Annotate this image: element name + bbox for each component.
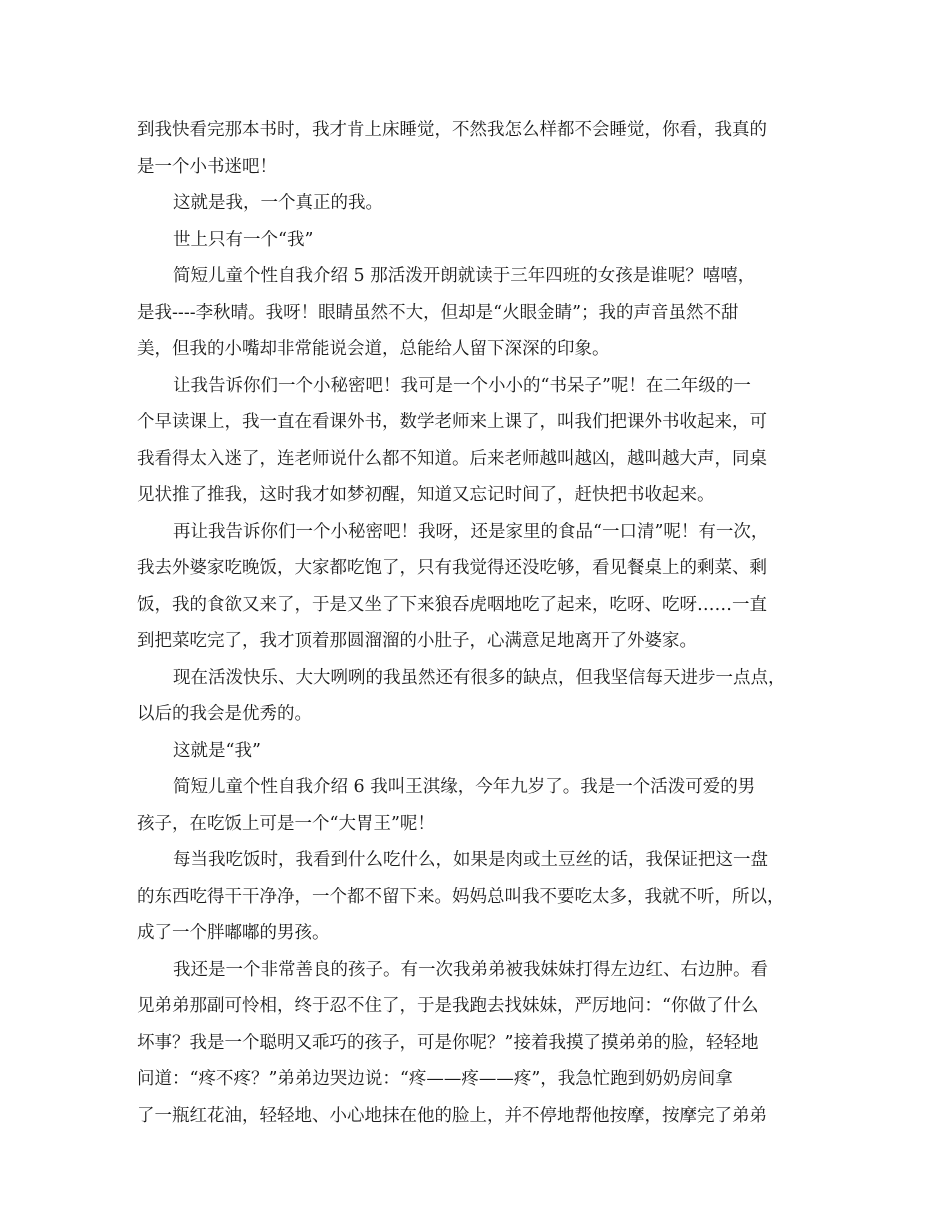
text-line: 简短儿童个性自我介绍 6 我叫王淇缘，今年九岁了。我是一个活泼可爱的男 [173, 777, 756, 797]
text-line: 我看得太入迷了，连老师说什么都不知道。后来老师越叫越凶，越叫越大声，同桌 [137, 448, 767, 469]
text-line: 我去外婆家吃晚饭，大家都吃饱了，只有我觉得还没吃够，看见餐桌上的剩菜、剩 [137, 558, 767, 578]
text-line: 是我----李秋晴。我呀！眼睛虽然不大，但却是“火眼金睛”；我的声音虽然不甜 [137, 302, 739, 323]
text-line: 每当我吃饭时，我看到什么吃什么，如果是肉或土豆丝的话，我保证把这一盘 [173, 850, 768, 870]
text-line: 这就是我，一个真正的我。 [173, 193, 383, 213]
text-line: 美，但我的小嘴却非常能说会道，总能给人留下深深的印象。 [137, 339, 610, 359]
text-line: 现在活泼快乐、大大咧咧的我虽然还有很多的缺点，但我坚信每天进步一点点， [173, 667, 786, 688]
text-line: 坏事？我是一个聪明又乖巧的孩子，可是你呢？”接着我摸了摸弟弟的脸，轻轻地 [137, 1032, 759, 1053]
text-line: 了一瓶红花油，轻轻地、小心地抹在他的脸上，并不停地帮他按摩，按摩完了弟弟 [137, 1105, 767, 1126]
text-line: 到我快看完那本书时，我才肯上床睡觉，不然我怎么样都不会睡觉，你看，我真的 [137, 120, 767, 140]
text-line: 个早读课上，我一直在看课外书，数学老师来上课了，叫我们把课外书收起来，可 [137, 412, 767, 432]
text-line: 的东西吃得干干净净，一个都不留下来。妈妈总叫我不要吃太多，我就不听，所以， [137, 886, 785, 907]
text-line: 世上只有一个“我” [173, 229, 314, 250]
text-line: 我还是一个非常善良的孩子。有一次我弟弟被我妹妹打得左边红、右边肿。看 [173, 959, 768, 980]
text-line: 问道：“疼不疼？”弟弟边哭边说：“疼——疼——疼”，我急忙跑到奶奶房间拿 [137, 1069, 733, 1089]
text-line: 见弟弟那副可怜相，终于忍不住了，于是我跑去找妹妹，严厉地问：“你做了什么 [137, 996, 759, 1016]
text-line: 再让我告诉你们一个小秘密吧！我呀，还是家里的食品“一口清”呢！有一次， [173, 521, 769, 542]
text-line: 见状推了推我，这时我才如梦初醒，知道又忘记时间了，赶快把书收起来。 [137, 485, 715, 505]
text-line: 简短儿童个性自我介绍 5 那活泼开朗就读于三年四班的女孩是谁呢？嘻嘻， [173, 266, 756, 286]
text-line: 到把菜吃完了，我才顶着那圆溜溜的小肚子，心满意足地离开了外婆家。 [137, 631, 697, 651]
text-line: 让我告诉你们一个小秘密吧！我可是一个小小的“书呆子”呢！在二年级的一 [173, 375, 751, 396]
text-line: 以后的我会是优秀的。 [137, 704, 312, 724]
text-line: 孩子，在吃饭上可是一个“大胃王”呢！ [137, 813, 435, 834]
document-body [137, 112, 827, 1134]
text-line: 这就是“我” [173, 740, 261, 761]
text-line: 是一个小书迷吧！ [137, 156, 277, 177]
text-line: 成了一个胖嘟嘟的男孩。 [137, 923, 330, 943]
text-line: 饭，我的食欲又来了，于是又坐了下来狼吞虎咽地吃了起来，吃呀、吃呀……一直 [137, 594, 767, 615]
